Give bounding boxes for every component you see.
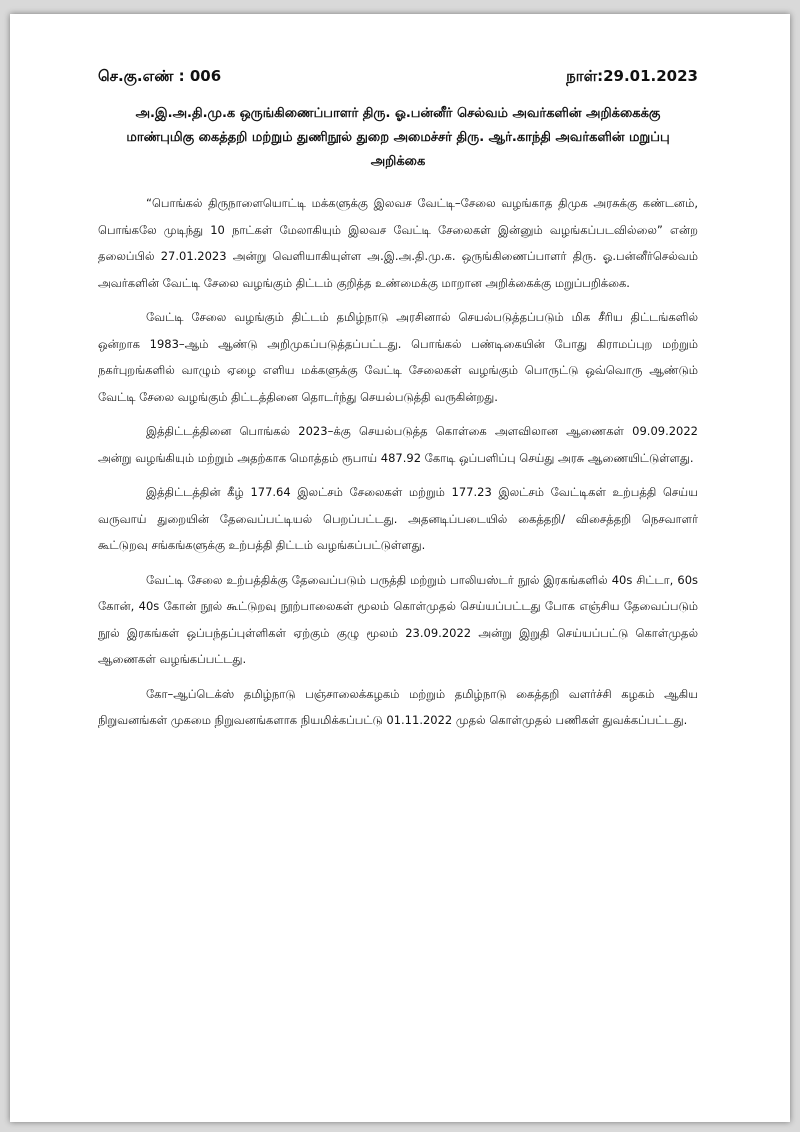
paragraph-1: “பொங்கல் திருநாளையொட்டி மக்களுக்கு இலவச வேட்டி–சேலை வழங்காத திமுக அரசுக்கு கண்டனம், பொங்கலே முடிந்து 10 நாட்கள் மேலாகியும் இலவச வேட்டி சேலைகள் இன்னும் வழங்கப்படவில்லை” என்ற தலைப்பில் 27.01.2023 அன்று வெளியாகியுள்ள அ.இ.அ.தி.மு.க. ஒருங்கிணைப்பாளர் திரு. ஓ.பன்னீர்செல்வம் அவர்களின் வேட்டி சேலை வழங்கும் திட்டம் குறித்த உண்மைக்கு மாறான அறிக்கைக்கு மறுப்பறிக்கை.: [98, 196, 698, 290]
document-page: [10, 14, 790, 1122]
paragraph-3: இத்திட்டத்தினை பொங்கல் 2023–க்கு செயல்படுத்த கொள்கை அளவிலான ஆணைகள் 09.09.2022 அன்று வழங்கியும் மற்றும் அதற்காக மொத்தம் ரூபாய் 487.92 கோடி ஒப்பளிப்பு செய்து அரசு ஆணையிட்டுள்ளது.: [98, 424, 698, 465]
document-date: நாள்:29.01.2023: [566, 67, 698, 85]
reference-line: [98, 62, 698, 90]
document-title: அ.இ.அ.தி.மு.க ஒருங்கிணைப்பாளர் திரு. ஓ.பன்னீர் செல்வம் அவர்களின் அறிக்கைக்கு மாண்புமிகு கைத்தறி மற்றும் துணிநூல் துறை அமைச்சர் திரு. ஆர்.காந்தி அவர்களின் மறுப்பு அறிக்கை: [126, 106, 670, 169]
paragraph-5: வேட்டி சேலை உற்பத்திக்கு தேவைப்படும் பருத்தி மற்றும் பாலியஸ்டர் நூல் இரகங்களில் 40s சிட்டா, 60s கோன், 40s கோன் நூல் கூட்டுறவு நூற்பாலைகள் மூலம் கொள்முதல் செய்யப்பட்டது போக எஞ்சிய தேவைப்படும் நூல் இரகங்கள் ஒப்பந்தப்புள்ளிகள் ஏற்கும் குழு மூலம் 23.09.2022 அன்று இறுதி செய்யப்பட்டு கொள்முதல் ஆணைகள் வழங்கப்பட்டது.: [98, 572, 698, 666]
document-content: [98, 62, 698, 742]
document-body: [98, 190, 698, 734]
paragraph-2: வேட்டி சேலை வழங்கும் திட்டம் தமிழ்நாடு அரசினால் செயல்படுத்தப்படும் மிக சீரிய திட்டங்களில் ஒன்றாக 1983–ஆம் ஆண்டு அறிமுகப்படுத்தப்பட்டது. பொங்கல் பண்டிகையின் போது கிராமப்புற மற்றும் நகர்புறங்களில் வாழும் ஏழை எளிய மக்களுக்கு வேட்டி சேலைகள் வழங்கும் பொருட்டு ஒவ்வொரு ஆண்டும் வேட்டி சேலை வழங்கும் திட்டத்தினை தொடர்ந்து செயல்படுத்தி வருகின்றது.: [98, 310, 698, 404]
reference-number: செ.கு.எண் : 006: [98, 67, 222, 85]
paragraph-6: கோ–ஆப்டெக்ஸ் தமிழ்நாடு பஞ்சாலைக்கழகம் மற்றும் தமிழ்நாடு கைத்தறி வளர்ச்சி கழகம் ஆகிய நிறுவனங்கள் முகமை நிறுவனங்களாக நியமிக்கப்பட்டு 01.11.2022 முதல் கொள்முதல் பணிகள் துவக்கப்பட்டது.: [98, 686, 698, 727]
paragraph-4: இத்திட்டத்தின் கீழ் 177.64 இலட்சம் சேலைகள் மற்றும் 177.23 இலட்சம் வேட்டிகள் உற்பத்தி செய்ய வருவாய் துறையின் தேவைப்பட்டியல் பெறப்பட்டது. அதனடிப்படையில் கைத்தறி/ விசைத்தறி நெசவாளர் கூட்டுறவு சங்கங்களுக்கு உற்பத்தி திட்டம் வழங்கப்பட்டுள்ளது.: [98, 485, 698, 552]
